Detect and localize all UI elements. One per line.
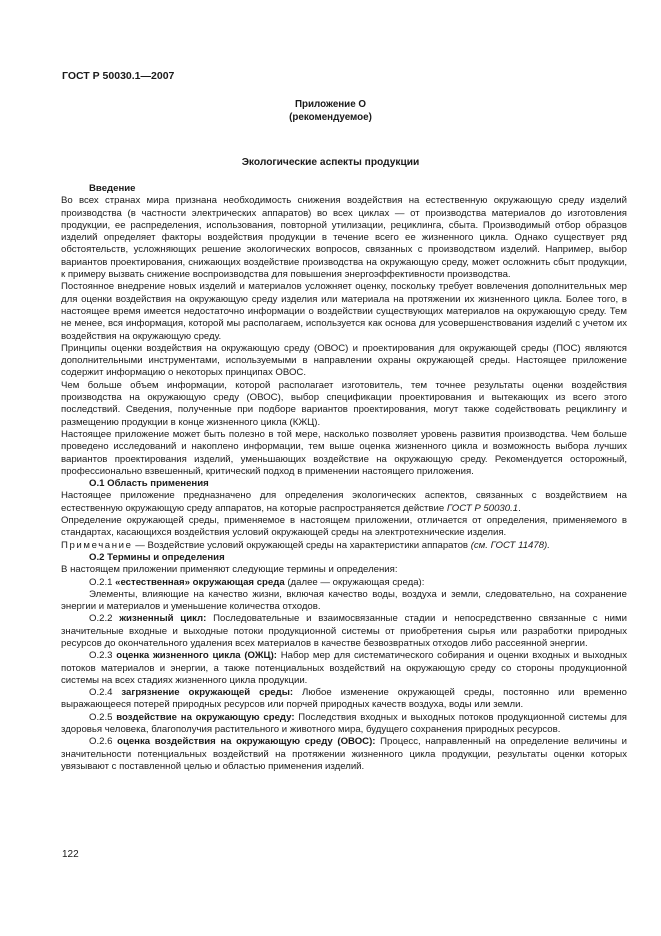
section-2-lead: В настоящем приложении применяют следующие термины и определения: xyxy=(61,564,398,576)
term-2-2-number: О.2.2 xyxy=(89,613,120,625)
term-2-4 xyxy=(61,687,627,712)
term-2-1-term: «естественная» окружающая среда xyxy=(115,576,285,588)
document-body xyxy=(61,183,628,773)
term-2-6-term: оценка воздействия на окружающую среду (ОВОС): xyxy=(117,736,376,748)
annex-heading: Экологические аспекты продукции xyxy=(241,157,420,168)
annex-caption xyxy=(0,98,661,124)
intro-heading: Введение xyxy=(89,183,136,194)
term-2-3-term: оценка жизненного цикла (ОЖЦ): xyxy=(116,650,277,662)
intro-paragraph-5: Настоящее приложение может быть полезно в той мере, насколько позволяет уровень развития производства. Чем больше проведено исследований и накоплено информации, тем выше оценка жизненного цикла и возможность выбора лучших вариантов проектирования изделий, уменьшающих воздействие на окружающую среду. Рекомендуется осторожный, профессионально взвешенный, критический подход в применении настоящего приложения. xyxy=(61,428,627,477)
intro-paragraph-2: Постоянное внедрение новых изделий и материалов усложняет оценку, поскольку требует вовлечения дополнительных мер для оценки воздействия на окружающую среду изделия или материала на протяжении их жизненного цикла. Более того, в настоящее время имеется недостаточно информации о воздействии существующих материалов на окружающую среду. Тем не менее, вся информация, которой мы располагаем, используется как основа для усовершенствования изделий с учетом их воздействия на окружающую среду. xyxy=(61,281,627,342)
note-ref: (см. ГОСТ 11478). xyxy=(470,539,550,551)
term-2-1-number: О.2.1 xyxy=(89,576,116,588)
term-2-5 xyxy=(61,712,627,737)
intro-paragraph-3: Принципы оценки воздействия на окружающую среду (ОВОС) и проектирования для окружающей среды (ПОС) являются дополнительными инструментами, используемыми в направлении охраны окружающей среды. Настоящее приложение содержит информацию о некоторых принципах ОВОС. xyxy=(61,342,627,379)
term-2-6 xyxy=(61,736,627,773)
term-2-6-number: О.2.6 xyxy=(89,736,118,748)
term-2-1-definition: Элементы, влияющие на качество жизни, включая качество воды, воздуха и земли, следовательно, на сохранение энергии и материалов и уменьшение количества отходов. xyxy=(61,588,627,613)
term-2-4-number: О.2.4 xyxy=(89,687,122,699)
term-2-5-number: О.2.5 xyxy=(89,711,117,723)
term-2-2 xyxy=(61,613,627,650)
term-2-2-definition: Последовательные и взаимосвязанные стадии и непосредственно связанные с ними значительные входные и выходные потоки продукционной системы от приобретения сырья или разработки природных ресурсов до окончательного удаления всех материалов в качестве безвозвратных отходов либо рассеянной энергии. xyxy=(61,613,627,649)
s1-p1-standard-ref: ГОСТ Р 50030.1 xyxy=(446,502,519,514)
term-2-5-definition: Последствия входных и выходных потоков продукционной системы для здоровья человека, благополучия растительного и животного мира, будущего сохранения природных ресурсов. xyxy=(61,711,628,736)
section-1-heading: О.1 Область применения xyxy=(89,478,209,490)
intro-paragraph-4: Чем больше объем информации, которой располагает изготовитель, тем точнее результаты оценки воздействия производства на окружающую среду (ОВОС), выбор спецификации проектирования и вытекающих из всего этого последствий. Сведения, полученные при подборе вариантов проектирования, могут также содействовать рециклингу и размещению продукции в конце жизненного цикла (КЖЦ). xyxy=(61,379,627,428)
s1-p1-end: . xyxy=(518,502,521,514)
term-2-3 xyxy=(61,650,627,687)
section-1-note xyxy=(61,540,627,552)
page-number: 122 xyxy=(62,849,79,860)
term-2-3-definition: Набор мер для систематического собирания и оценки входных и выходных потоков материалов и энергии, а также потенциальных воздействий на окружающую среду со стороны продукционной системы на всех стадиях жизненного цикла продукции. xyxy=(61,650,627,686)
s1-p1-text: Настоящее приложение предназначено для определения экологических аспектов, связанных с воздействием на естественную окружающую среду аппаратов, на которые распространяется действие xyxy=(61,490,627,514)
document-header: ГОСТ Р 50030.1—2007 xyxy=(62,70,175,82)
annex-title: Приложение О xyxy=(295,99,366,110)
term-2-2-term: жизненный цикл: xyxy=(119,613,207,625)
intro-paragraph-1: Во всех странах мира признана необходимость снижения воздействия на естественную окружающую среду изделий производства (в частности электрических аппаратов) во всех циклах — от производства материалов до изготовления продукции, ее распределения, использования, повторной утилизации, рециклинга, сбыта. Производимый отбор образцов изделий определяет факторы воздействия продукции в течение всего ее жизненного цикла. Однако существует ряд обстоятельств, усложняющих решение экологических вопросов, связанных с производством изделий. Например, выбор вариантов проектирования, снижающих воздействие производства на окружающую среду, может осложнить сбыт продукции, к примеру вызвать снижение воспроизводства для повышения энергоэффективности производства. xyxy=(61,195,627,281)
term-2-6-definition: Процесс, направленный на определение величины и значительности потенциальных воздействий на протяжении жизненного цикла продукции, результаты оценки которых увязывают с поставленной целью и областью применения изделий. xyxy=(61,736,627,772)
term-2-3-number: О.2.3 xyxy=(89,650,117,662)
note-label: Примечание xyxy=(61,539,133,551)
note-text: — Воздействие условий окружающей среды на характеристики аппаратов xyxy=(132,539,471,551)
term-2-4-definition: Любое изменение окружающей среды, постоянно или временно выражающееся потерей природных ресурсов или порчей природных качеств воздуха, воды или земли. xyxy=(61,687,627,711)
section-1-paragraph-2: Определение окружающей среды, применяемое в настоящем приложении, отличается от определения, применяемого в стандартах, касающихся воздействия условий окружающей среды на электротехнические изделия. xyxy=(61,515,627,539)
term-2-4-term: загрязнение окружающей среды: xyxy=(121,687,294,699)
term-2-1-rest: (далее — окружающая среда): xyxy=(284,576,425,588)
section-1-paragraph-1 xyxy=(61,490,627,515)
term-2-5-term: воздействие на окружающую среду: xyxy=(116,711,295,723)
section-2-heading: О.2 Термины и определения xyxy=(89,551,225,563)
term-2-1 xyxy=(61,577,627,589)
annex-status: (рекомендуемое) xyxy=(289,112,372,123)
